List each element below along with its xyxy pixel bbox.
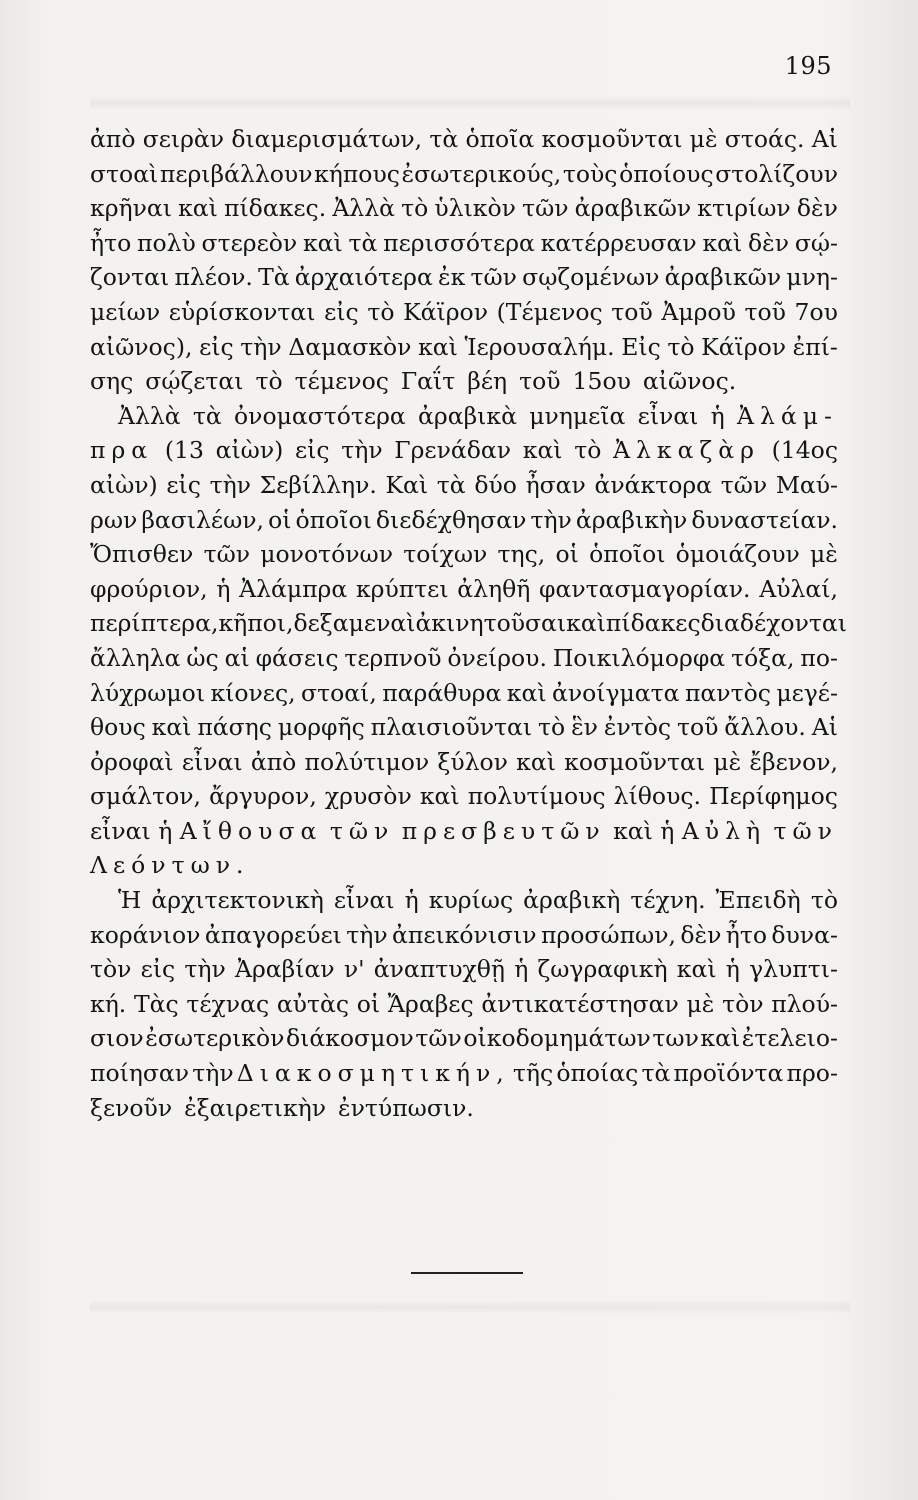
- word: θους: [90, 713, 146, 742]
- word: ἐτελειο-: [741, 1024, 838, 1053]
- word: Γαΐτ: [400, 367, 456, 396]
- word: εἰς: [140, 955, 176, 984]
- word: εὑρίσκονται: [168, 297, 316, 326]
- word: Ἀλάμ-: [737, 401, 838, 430]
- word: ἀπαγορεύει: [204, 920, 342, 949]
- word: εἰς: [166, 470, 201, 499]
- text-line: [90, 1021, 838, 1056]
- show-through-shadow: [90, 1300, 850, 1314]
- word: ἀνοίγματα: [551, 678, 680, 707]
- word: καὶ: [302, 228, 343, 257]
- word: Γρενάδαν: [394, 436, 512, 465]
- word: ὀροφαὶ: [90, 747, 174, 776]
- word: ἡ: [404, 886, 419, 915]
- word: παντὸς: [684, 678, 771, 707]
- word: σιον: [90, 1024, 144, 1053]
- word: ν': [343, 955, 365, 984]
- word: παράθυρα: [382, 678, 502, 707]
- word: εἶναι: [637, 401, 699, 430]
- word: κυρίως: [428, 886, 514, 915]
- word: ἐντύπωσιν.: [338, 1093, 474, 1122]
- word: πλέον.: [174, 263, 253, 292]
- word: ἄργυρον,: [209, 782, 317, 811]
- word: εἰς: [324, 297, 359, 326]
- word: τῶν: [773, 816, 838, 845]
- word: τὸν: [722, 989, 764, 1018]
- word: Ἐπειδὴ: [715, 886, 801, 915]
- word: δὲν: [796, 194, 838, 223]
- word: κίονες,: [210, 678, 296, 707]
- word: καὶ: [566, 609, 606, 638]
- word: καὶ: [676, 955, 717, 984]
- word: ἀπὸ: [90, 125, 136, 153]
- word: ξύλον: [437, 747, 508, 776]
- word: φαντασμαγορίαν.: [539, 574, 751, 603]
- word: ἀραβικῶν: [574, 194, 692, 223]
- word: εἶναι: [181, 747, 243, 776]
- word: δὲν: [680, 920, 722, 949]
- word: αἰῶνος.: [642, 367, 737, 396]
- word: ἀναπτυχθῇ: [373, 955, 505, 984]
- word: Ποικιλόμορφα: [552, 643, 726, 672]
- word: κοσμοῦνται: [564, 747, 706, 776]
- word: ἀπεικόνισιν: [392, 920, 537, 949]
- word: τῶν: [720, 470, 768, 499]
- word: διαμερισμάτων,: [231, 125, 423, 153]
- word: τὴν: [530, 505, 572, 534]
- word: διεδέχθησαν: [375, 505, 527, 534]
- word: μὲ: [686, 989, 715, 1018]
- word: ἄλλου.: [724, 713, 806, 742]
- word: περίπτερα,: [90, 609, 219, 638]
- word: τὰ: [192, 401, 222, 430]
- word: κή.: [90, 989, 127, 1018]
- word: ἀραβικὰ: [418, 401, 517, 430]
- word: οἱ: [555, 540, 579, 569]
- word: μνη-: [786, 263, 838, 292]
- word: τὰ: [436, 470, 466, 499]
- word: δὲν: [748, 228, 790, 257]
- word: τὸ: [574, 436, 602, 465]
- text-line: [90, 226, 838, 261]
- word: Τὰ: [258, 263, 290, 292]
- text-line: [90, 330, 838, 365]
- word: διάκοσμον: [285, 1024, 414, 1053]
- word: ἐκ: [438, 263, 466, 292]
- text-line: [90, 399, 838, 434]
- word: Ἄραβες: [387, 989, 474, 1018]
- word: αὐτὰς: [276, 989, 349, 1018]
- word: ὁποῖοι: [295, 505, 372, 534]
- word: Εἰς: [621, 332, 661, 361]
- word: λίθους.: [613, 782, 701, 811]
- word: γλυπτι-: [749, 955, 838, 984]
- text-line: [90, 122, 838, 157]
- word: ἀραβικὴ: [523, 886, 621, 915]
- text-line: [90, 433, 838, 468]
- word: περιβάλλουν: [159, 159, 313, 188]
- word: τὰ: [348, 228, 378, 257]
- word: κοράνιον: [90, 920, 201, 949]
- word: τὸ: [401, 194, 429, 223]
- word: καὶ: [419, 782, 460, 811]
- word: πλαισιοῦνται: [370, 713, 533, 742]
- word: τῆς: [512, 1059, 554, 1088]
- word: στοαί,: [301, 678, 377, 707]
- word: αἰὼν): [215, 436, 284, 465]
- word: πολυτίμους: [467, 782, 606, 811]
- word: στοάς.: [724, 125, 805, 153]
- word: καὶ: [516, 747, 556, 776]
- word: πίδακες.: [224, 194, 327, 223]
- text-line: [90, 364, 838, 399]
- word: στοαὶ: [90, 159, 159, 188]
- word: τῶν: [203, 540, 251, 569]
- word: ἡ: [660, 816, 675, 845]
- word: δυναστείαν.: [691, 505, 838, 534]
- word: αἰῶνος),: [90, 332, 193, 361]
- word: πρα: [90, 436, 154, 465]
- word: πλού-: [771, 989, 838, 1018]
- word: ἄλληλα: [90, 643, 181, 672]
- word: οἰκοδομημάτων: [463, 1024, 651, 1053]
- word: τοῦ: [611, 297, 653, 326]
- text-line: [90, 848, 838, 883]
- word: πολὺ: [137, 228, 196, 257]
- word: δεξαμεναὶ: [293, 609, 416, 638]
- word: ἡ: [725, 955, 740, 984]
- word: στολίζουν: [715, 159, 838, 188]
- word: Διακοσμητικήν,: [236, 1059, 510, 1088]
- word: μείων: [90, 297, 161, 326]
- word: ὀνείρου.: [447, 643, 547, 672]
- word: κοσμοῦνται: [541, 125, 683, 153]
- text-line: [90, 503, 838, 538]
- word: αἰὼν): [90, 470, 158, 499]
- word: μεγέ-: [776, 678, 838, 707]
- word: πρεσβευτῶν: [401, 816, 606, 845]
- word: σης: [90, 367, 134, 396]
- text-line: [90, 260, 838, 295]
- word: κρῆναι: [90, 194, 172, 223]
- text-line: [90, 191, 838, 226]
- word: κήπους: [314, 159, 400, 188]
- text-line: [90, 745, 838, 780]
- word: κρύπτει: [355, 574, 449, 603]
- word: τῶν: [522, 194, 569, 223]
- word: τοῦ: [519, 367, 561, 396]
- word: εἶναι: [90, 816, 151, 845]
- word: ἀντικατέστησαν: [481, 989, 679, 1018]
- word: ρων: [90, 505, 138, 534]
- word: τοὺς: [562, 159, 618, 188]
- word: ἀκινητοῦσαι: [415, 609, 567, 638]
- page-number: 195: [784, 52, 832, 80]
- word: μὲ: [810, 540, 838, 569]
- word: καὶ: [700, 1024, 741, 1053]
- word: ἡ: [710, 401, 725, 430]
- word: ὡς: [186, 643, 219, 672]
- word: τὴν: [209, 470, 251, 499]
- word: ξενοῦν: [90, 1093, 173, 1122]
- word: ζονται: [90, 263, 170, 292]
- word: Ἀλκαζὰρ: [613, 436, 760, 465]
- word: τὴν: [240, 332, 282, 361]
- text-line: [90, 468, 838, 503]
- word: σῴ-: [794, 228, 838, 257]
- word: πο-: [800, 643, 838, 672]
- word: Ὄπισθεν: [90, 540, 194, 569]
- word: ποίησαν: [90, 1059, 190, 1088]
- word: στερεὸν: [201, 228, 298, 257]
- word: ἡ: [216, 574, 231, 603]
- word: 15ου: [572, 367, 631, 396]
- word: προ-: [786, 1059, 838, 1088]
- word: ἐντὸς: [603, 713, 672, 742]
- word: ἀληθῆ: [457, 574, 531, 603]
- word: τὸ: [255, 367, 283, 396]
- text-line: [90, 606, 847, 641]
- word: Κάϊρον: [403, 297, 488, 326]
- word: Αὐλαί,: [759, 574, 838, 603]
- word: (13: [164, 436, 204, 465]
- word: τοίχων: [403, 540, 488, 569]
- word: τὰ: [641, 1059, 671, 1088]
- word: ἦτο: [90, 228, 132, 257]
- word: κατέρρευσαν: [540, 228, 697, 257]
- word: οἱ: [268, 505, 292, 534]
- word: Τὰς: [133, 989, 179, 1018]
- word: κῆποι,: [218, 609, 294, 638]
- word: προσώπων,: [540, 920, 676, 949]
- word: τόξα,: [731, 643, 795, 672]
- text-line: [90, 952, 838, 987]
- text-line: [90, 883, 838, 918]
- text-line: [90, 295, 838, 330]
- word: εἶναι: [333, 886, 395, 915]
- word: ἔβενον,: [749, 747, 838, 776]
- word: πίδακες: [605, 609, 701, 638]
- word: τῶν: [415, 1024, 462, 1053]
- word: των: [652, 1024, 699, 1053]
- word: τοῦ: [676, 713, 719, 742]
- text-line: [90, 537, 838, 572]
- word: τὴν: [184, 955, 226, 984]
- word: Αἱ: [811, 125, 838, 153]
- word: τὸ: [367, 297, 395, 326]
- word: Ἀλάμπρα: [239, 574, 348, 603]
- word: τερπνοῦ: [344, 643, 442, 672]
- word: δυνα-: [771, 920, 838, 949]
- text-line: [90, 710, 838, 745]
- word: δύο: [474, 470, 517, 499]
- word: Λεόντων.: [90, 851, 250, 880]
- word: σμάλτον,: [90, 782, 201, 811]
- word: Ἱερουσαλήμ.: [464, 332, 615, 361]
- word: ἀρχαιότερα: [294, 263, 433, 292]
- word: ἀπὸ: [250, 747, 297, 776]
- text-line: [90, 987, 838, 1022]
- word: φρούριον,: [90, 574, 208, 603]
- word: σειρὰν: [142, 125, 225, 153]
- word: τὴν: [341, 436, 383, 465]
- word: ἓν: [571, 713, 598, 742]
- word: τέχνας: [186, 989, 270, 1018]
- word: ὑλικὸν: [434, 194, 516, 223]
- word: τοῦ: [744, 297, 786, 326]
- body-text: [90, 122, 847, 1125]
- word: βέη: [467, 367, 508, 396]
- word: αἱ: [224, 643, 250, 672]
- text-line: [90, 572, 838, 607]
- text-line: [90, 676, 838, 711]
- word: ἀνάκτορα: [594, 470, 713, 499]
- word: (14ος: [771, 436, 838, 465]
- text-line: [90, 779, 838, 814]
- word: ἦσαν: [525, 470, 586, 499]
- word: ὁμοιάζουν: [675, 540, 800, 569]
- word: Ἡ: [118, 886, 142, 915]
- word: ἐπί-: [792, 332, 838, 361]
- word: ὁποίους: [619, 159, 714, 188]
- word: καὶ: [178, 194, 218, 223]
- word: βασιλέων,: [141, 505, 265, 534]
- text-line: [90, 918, 838, 953]
- word: Αὐλὴ: [681, 816, 767, 845]
- word: τὰ: [429, 125, 459, 153]
- word: ὁποῖα: [465, 125, 535, 153]
- word: τὸ: [538, 713, 566, 742]
- word: Αἴθουσα: [179, 816, 323, 845]
- word: Σεβίλλην.: [259, 470, 377, 499]
- text-line: [90, 641, 838, 676]
- word: Αἱ: [811, 713, 838, 742]
- word: καὶ: [522, 436, 563, 465]
- word: εἰς: [199, 332, 234, 361]
- word: ἐξαιρετικὴν: [184, 1093, 327, 1122]
- word: ἡ: [158, 816, 173, 845]
- word: 7ου: [794, 297, 838, 326]
- word: εἰς: [294, 436, 330, 465]
- word: ἐσωτερικὸν: [145, 1024, 285, 1053]
- text-line: [90, 1091, 838, 1126]
- word: καὶ: [506, 678, 547, 707]
- word: σῴζεται: [145, 367, 244, 396]
- word: τῶν: [470, 263, 517, 292]
- word: Ἀλλὰ: [118, 401, 181, 430]
- word: Περίφημος: [709, 782, 838, 811]
- word: περισσότερα: [383, 228, 535, 257]
- word: Καὶ: [385, 470, 429, 499]
- word: καὶ: [151, 713, 192, 742]
- word: ὀνομαστότερα: [234, 401, 406, 430]
- word: (Τέμενος: [496, 297, 603, 326]
- end-rule: [411, 1272, 523, 1274]
- word: ἀρχιτεκτονικὴ: [151, 886, 324, 915]
- word: τὸ: [667, 332, 695, 361]
- word: τῶν: [329, 816, 395, 845]
- word: μορφῆς: [277, 713, 365, 742]
- word: ὁποίας: [556, 1059, 639, 1088]
- word: διαδέχονται: [700, 609, 847, 638]
- word: τέμενος: [294, 367, 389, 396]
- word: οἱ: [356, 989, 381, 1018]
- word: ἦτο: [725, 920, 767, 949]
- word: Μαύ-: [775, 470, 838, 499]
- show-through-shadow: [90, 96, 850, 110]
- word: ἀραβικῶν: [664, 263, 782, 292]
- word: Ἀλλὰ: [332, 194, 395, 223]
- word: τέχνη.: [630, 886, 706, 915]
- word: τὴν: [192, 1059, 234, 1088]
- word: Δαμασκὸν: [288, 332, 412, 361]
- word: προϊόντα: [673, 1059, 784, 1088]
- word: καὶ: [418, 332, 458, 361]
- word: κτιρίων: [697, 194, 791, 223]
- word: καὶ: [613, 816, 653, 845]
- word: μονοτόνων: [260, 540, 394, 569]
- word: λύχρωμοι: [90, 678, 206, 707]
- word: πολύτιμον: [304, 747, 430, 776]
- word: ζωγραφικὴ: [537, 955, 668, 984]
- word: σῳζομένων: [522, 263, 660, 292]
- word: ἀραβικὴν: [575, 505, 688, 534]
- word: ἐσωτερικούς,: [401, 159, 562, 188]
- word: ὁποῖοι: [589, 540, 666, 569]
- word: τὴν: [346, 920, 388, 949]
- text-line: [90, 157, 838, 192]
- word: Κάϊρον: [701, 332, 787, 361]
- word: ἡ: [514, 955, 529, 984]
- word: μνημεῖα: [529, 401, 626, 430]
- text-line: [90, 814, 838, 849]
- word: μὲ: [713, 747, 742, 776]
- word: πάσης: [197, 713, 272, 742]
- word: τὸ: [810, 886, 838, 915]
- word: τὸν: [90, 955, 132, 984]
- word: καὶ: [702, 228, 743, 257]
- word: Ἀμροῦ: [661, 297, 736, 326]
- word: της,: [497, 540, 546, 569]
- word: χρυσὸν: [324, 782, 412, 811]
- word: φάσεις: [255, 643, 339, 672]
- word: μὲ: [689, 125, 718, 153]
- word: Ἀραβίαν: [234, 955, 335, 984]
- text-line: [90, 1056, 838, 1091]
